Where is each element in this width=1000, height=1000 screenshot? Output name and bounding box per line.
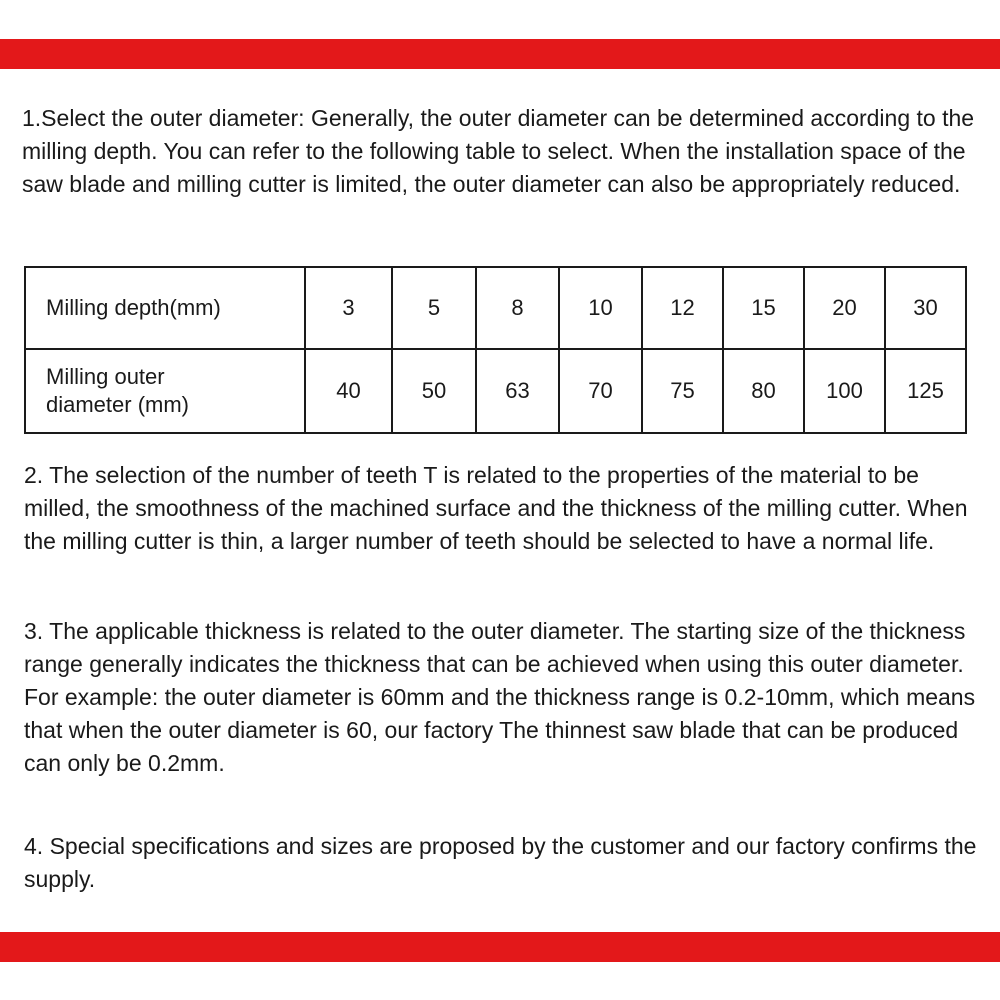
row-header-outer-diameter [25, 349, 305, 433]
table-cell: 63 [476, 349, 559, 433]
paragraph-teeth-number: 2. The selection of the number of teeth T is related to the properties of the material to be milled, the smoothness of the machined surface and the thickness of the milling cutter. When the milling cutter is thin, a larger number of teeth should be selected to have a normal life. [24, 462, 968, 554]
table-cell: 70 [559, 349, 642, 433]
table-cell: 12 [642, 267, 723, 349]
table-cell: 80 [723, 349, 804, 433]
paragraph-outer-diameter: 1.Select the outer diameter: Generally, the outer diameter can be determined according to the milling depth. You can refer to the following table to select. When the installation space of the saw blade and milling cutter is limited, the outer diameter can also be appropriately reduced. [22, 105, 975, 197]
row-header-milling-depth: Milling depth(mm) [25, 267, 305, 349]
table-cell: 125 [885, 349, 966, 433]
table-cell: 40 [305, 349, 392, 433]
table-cell: 30 [885, 267, 966, 349]
table-cell: 75 [642, 349, 723, 433]
table-cell: 3 [305, 267, 392, 349]
paragraph-thickness: 3. The applicable thickness is related to the outer diameter. The starting size of the thickness range generally indicates the thickness that can be achieved when using this outer diameter. For example: the outer diameter is 60mm and the thickness range is 0.2-10mm, which means that when the outer diameter is 60, our factory The thinnest saw blade that can be produced can only be 0.2mm. [24, 618, 976, 776]
bottom-red-band [0, 932, 1000, 962]
paragraph-special-specs: 4. Special specifications and sizes are proposed by the customer and our factory confirms the supply. [24, 833, 977, 892]
row-header-line: diameter (mm) [46, 392, 190, 417]
table-row-outer-diameter [25, 349, 966, 433]
table-cell: 50 [392, 349, 476, 433]
row-header-line: Milling outer [46, 364, 165, 389]
table-cell: 5 [392, 267, 476, 349]
table-cell: 15 [723, 267, 804, 349]
milling-spec-table [24, 266, 967, 434]
table-cell: 20 [804, 267, 885, 349]
top-red-band [0, 39, 1000, 69]
table-cell: 100 [804, 349, 885, 433]
table-cell: 10 [559, 267, 642, 349]
table-row-milling-depth [25, 267, 966, 349]
table-cell: 8 [476, 267, 559, 349]
